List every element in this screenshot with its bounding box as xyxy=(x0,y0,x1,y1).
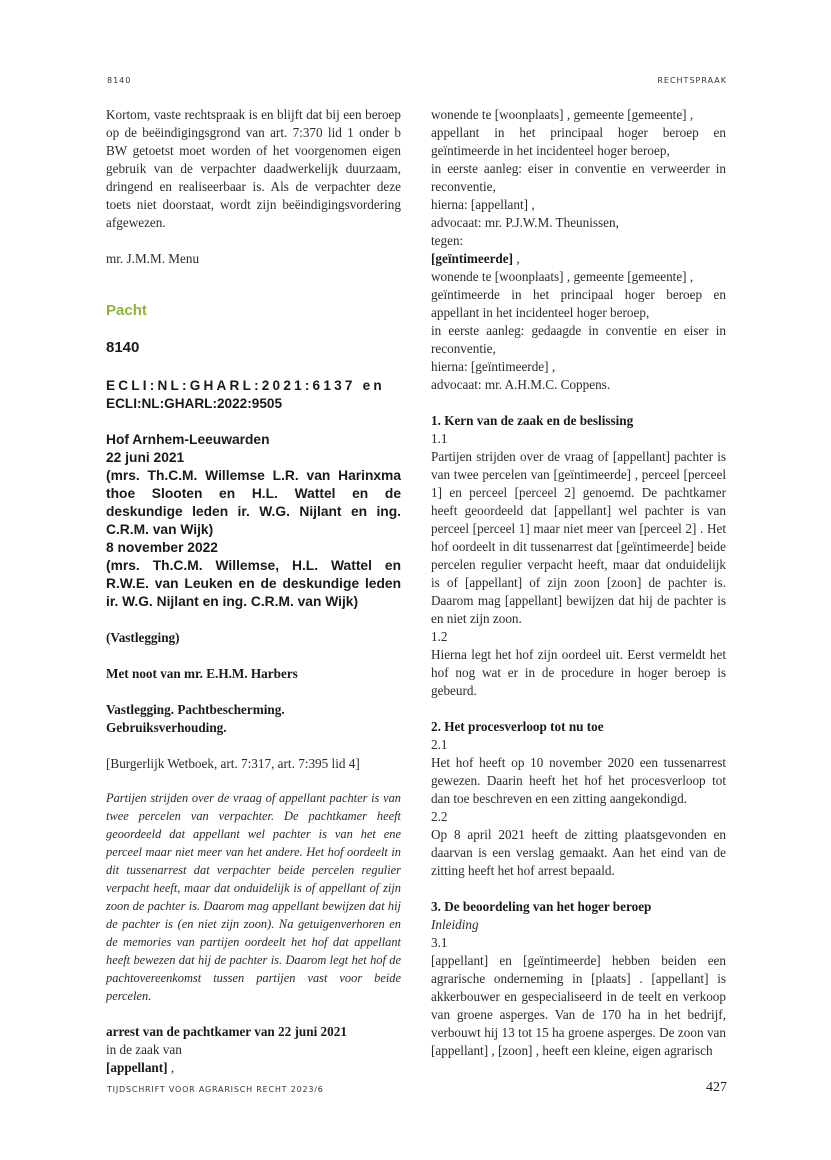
party-1-detail: in eerste aanleg: eiser in conventie en verweerder in reconventie, xyxy=(431,161,726,194)
party-1-detail: advocaat: mr. P.J.W.M. Theunissen, xyxy=(431,215,619,230)
journal-footer: TIJDSCHRIFT VOOR AGRARISCH RECHT 2023/6 xyxy=(107,1085,324,1094)
party-2-detail: hierna: [geïntimeerde] , xyxy=(431,359,556,374)
ruling-date-2: 8 november 2022 xyxy=(106,540,218,555)
party-2-detail: wonende te [woonplaats] , gemeente [gemeente] , xyxy=(431,269,694,284)
section-2-heading: 2. Het procesverloop tot nu toe xyxy=(431,719,604,734)
right-column xyxy=(431,106,726,1060)
party-1-detail: tegen: xyxy=(431,233,464,248)
court-block xyxy=(106,431,401,611)
section-title: Pacht xyxy=(106,302,147,319)
ecli-line-1: ECLI:NL:GHARL:2021:6137 en xyxy=(106,378,385,393)
annotation-note: Met noot van mr. E.H.M. Harbers xyxy=(106,666,298,681)
case-summary: Partijen strijden over de vraag of appellant pachter is van twee percelen van verpachter. De pachtkamer heeft geoordeeld dat appellant wel pachter is van het ene perceel maar niet meer van het andere. Het hof oordeelt in dit tussenarrest dat verpachter beide percelen regulier verpacht heeft, maar dat onduidelijk is of appellant of zijn zoon de pachter is. Daarom mag appellant bewijzen dat hij de pachter is (en niet zijn zoon). Na getuigenverhoren en de memories van partijen oordeelt het hof dat appellant heeft bewezen dat hij de pachter is. Daarom legt het hof de pachtovereenkomst tussen partijen vast voor beide percelen. xyxy=(106,791,401,1003)
court-name: Hof Arnhem-Leeuwarden xyxy=(106,432,270,447)
paragraph-2-2: Op 8 april 2021 heeft de zitting plaatsgevonden en daarvan is een verslag gemaakt. Aan het eind van de zitting heeft het hof arrest bepaald. xyxy=(431,827,726,878)
running-header-case-number: 8140 xyxy=(107,76,132,85)
running-header-section: RECHTSPRAAK xyxy=(657,76,727,85)
paragraph-3-1: [appellant] en [geïntimeerde] hebben beiden een agrarische onderneming in [plaats] . [appellant] is akkerbouwer en gespecialiseerd in de teelt en verkoop van groene asperges. Van de 170 ha in het bedrijf, verbouwt hij 13 tot 15 ha groene asperges. De zoon van [appellant] , [zoon] , heeft een kleine, eigen agrarisch xyxy=(431,953,726,1058)
party-1-detail: hierna: [appellant] , xyxy=(431,197,535,212)
party-1-detail: wonende te [woonplaats] , gemeente [gemeente] , xyxy=(431,107,694,122)
judges-1: (mrs. Th.C.M. Willemse L.R. van Harinxma thoe Slooten en H.L. Wattel en de deskundige leden ir. W.G. Nijlant en ing. C.R.M. van Wijk) xyxy=(106,468,401,537)
section-3-subheading: Inleiding xyxy=(431,917,479,932)
paragraph-number: 1.2 xyxy=(431,629,448,644)
keywords: Vastlegging. Pachtbescherming. Gebruiksverhouding. xyxy=(106,702,285,735)
author-signature: mr. J.M.M. Menu xyxy=(106,251,200,266)
judges-2: (mrs. Th.C.M. Willemse, H.L. Wattel en R.W.E. van Leuken en de deskundige leden ir. W.G. Nijlant en ing. C.R.M. van Wijk) xyxy=(106,558,401,609)
paragraph-2-1: Het hof heeft op 10 november 2020 een tussenarrest gewezen. Daarin heeft het hof het procesverloop tot dan toe beschreven en een zitting aangekondigd. xyxy=(431,755,726,806)
party-2-suffix: , xyxy=(513,251,520,266)
party-2-detail: in eerste aanleg: gedaagde in conventie en eiser in reconventie, xyxy=(431,323,726,356)
statutes: [Burgerlijk Wetboek, art. 7:317, art. 7:395 lid 4] xyxy=(106,756,360,771)
in-case-of: in de zaak van xyxy=(106,1042,182,1057)
ecli-line-2: ECLI:NL:GHARL:2022:9505 xyxy=(106,396,283,411)
section-3-heading: 3. De beoordeling van het hoger beroep xyxy=(431,899,652,914)
paragraph-number: 2.1 xyxy=(431,737,448,752)
party-2-detail: advocaat: mr. A.H.M.C. Coppens. xyxy=(431,377,611,392)
paragraph-number: 3.1 xyxy=(431,935,448,950)
ruling-heading: arrest van de pachtkamer van 22 juni 2021 xyxy=(106,1024,347,1039)
page-number: 427 xyxy=(706,1080,727,1095)
section-1-heading: 1. Kern van de zaak en de beslissing xyxy=(431,413,634,428)
party-1-detail: appellant in het principaal hoger beroep en geïntimeerde in het incidenteel hoger beroep, xyxy=(431,125,726,158)
case-number: 8140 xyxy=(106,339,140,356)
paragraph-1-1: Partijen strijden over de vraag of [appellant] pachter is van twee percelen van [geïntimeerde] , perceel [perceel 1] en perceel [perceel 2] genoemd. De pachtkamer heeft geoordeeld dat [appellant] wel pachter is van perceel [perceel 1] maar niet meer van [perceel 2] . Het hof oordeelt in dit tussenarrest dat [geïntimeerde] beide percelen regulier verpacht heeft, maar dat onduidelijk is of [appellant] of zijn zoon [zoon] de pachter is. Daarom mag [appellant] bewijzen dat hij de pachter is en niet zijn zoon. xyxy=(431,449,726,626)
party-2-detail: geïntimeerde in het principaal hoger beroep en appellant in het incidenteel hoger beroep, xyxy=(431,287,726,320)
party-1-name: [appellant] xyxy=(106,1060,168,1075)
left-column xyxy=(106,106,401,1077)
case-type: (Vastlegging) xyxy=(106,630,180,645)
paragraph-1-2: Hierna legt het hof zijn oordeel uit. Eerst vermeldt het hof nog wat er in de procedure in hoger beroep is gebeurd. xyxy=(431,647,726,698)
paragraph-number: 1.1 xyxy=(431,431,448,446)
ruling-date-1: 22 juni 2021 xyxy=(106,450,185,465)
ecli-block xyxy=(106,377,401,413)
paragraph-number: 2.2 xyxy=(431,809,448,824)
party-2-name: [geïntimeerde] xyxy=(431,251,514,266)
party-1-suffix: , xyxy=(167,1060,175,1075)
intro-paragraph: Kortom, vaste rechtspraak is en blijft dat bij een beroep op de beëindigingsgrond van art. 7:370 lid 1 onder b BW getoetst moet worden of het voorgenomen eigen gebruik van de verpachter daadwerkelijk duurzaam, dringend en realiseerbaar is. Als de verpachter deze toets niet doorstaat, wordt zijn beëindigingsvordering afgewezen. xyxy=(106,107,401,230)
